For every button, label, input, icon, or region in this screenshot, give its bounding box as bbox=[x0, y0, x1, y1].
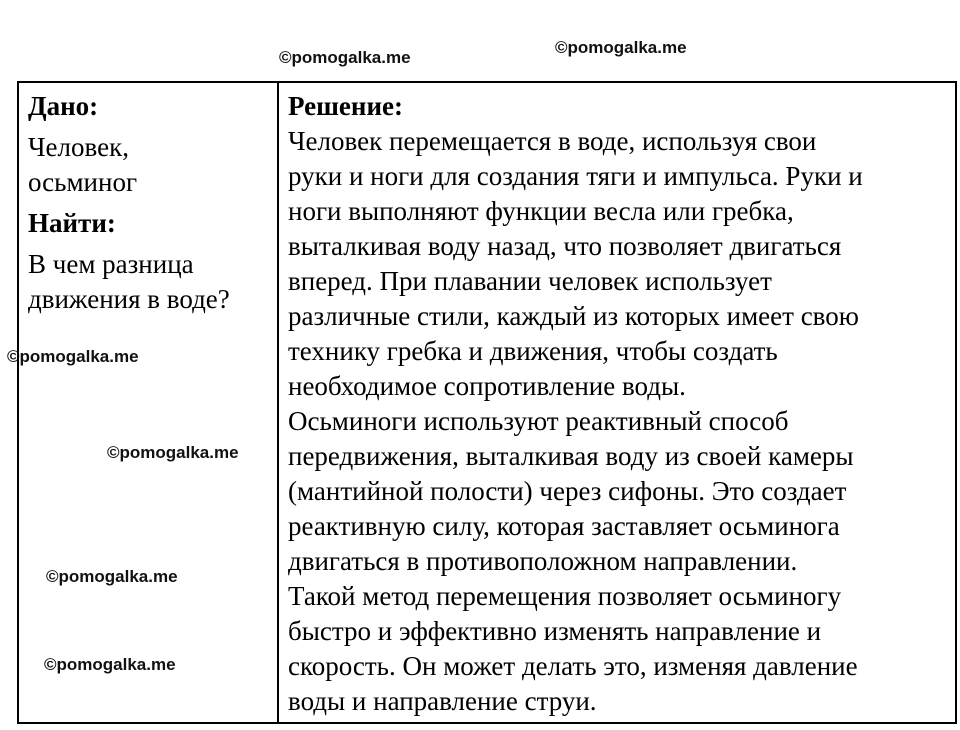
column-divider bbox=[277, 83, 279, 722]
solution-line: (мантийной полости) через сифоны. Это создает bbox=[288, 476, 847, 506]
find-line: В чем разница bbox=[28, 249, 194, 279]
find-content bbox=[28, 247, 272, 317]
solution-line: двигаться в противоположном направлении. bbox=[288, 546, 798, 576]
given-find-column bbox=[28, 89, 272, 317]
given-line: Человек, bbox=[28, 132, 129, 162]
watermark-text: ©pomogalka.me bbox=[44, 655, 176, 674]
solution-body bbox=[288, 124, 952, 719]
given-content bbox=[28, 130, 272, 200]
solution-line: быстро и эффективно изменять направление и bbox=[288, 616, 822, 646]
solution-line: выталкивая воду назад, что позволяет двигаться bbox=[288, 231, 842, 261]
solution-line: Осьминоги используют реактивный способ bbox=[288, 406, 789, 436]
solution-line: руки и ноги для создания тяги и импульса. Руки и bbox=[288, 161, 863, 191]
problem-table bbox=[17, 81, 957, 724]
find-heading: Найти: bbox=[28, 208, 116, 238]
find-line: движения в воде? bbox=[28, 284, 230, 314]
watermark-text: ©pomogalka.me bbox=[555, 38, 687, 57]
solution-line: различные стили, каждый из которых имеет свою bbox=[288, 301, 859, 331]
watermark-text: ©pomogalka.me bbox=[107, 443, 239, 462]
given-heading: Дано: bbox=[28, 91, 99, 121]
solution-line: передвижения, выталкивая воду из своей камеры bbox=[288, 441, 854, 471]
solution-line: Человек перемещается в воде, используя свои bbox=[288, 126, 817, 156]
solution-line: технику гребка и движения, чтобы создать bbox=[288, 336, 778, 366]
solution-line: реактивную силу, которая заставляет осьминога bbox=[288, 511, 840, 541]
solution-line: Такой метод перемещения позволяет осьминогу bbox=[288, 581, 842, 611]
solution-line: необходимое сопротивление воды. bbox=[288, 371, 686, 401]
solution-line: воды и направление струи. bbox=[288, 686, 597, 716]
solution-column bbox=[288, 89, 952, 719]
watermark-text: ©pomogalka.me bbox=[279, 48, 411, 67]
solution-line: ноги выполняют функции весла или гребка, bbox=[288, 196, 794, 226]
solution-line: скорость. Он может делать это, изменяя давление bbox=[288, 651, 858, 681]
solution-heading: Решение: bbox=[288, 91, 403, 121]
given-line: осьминог bbox=[28, 167, 138, 197]
watermark-text: ©pomogalka.me bbox=[46, 567, 178, 586]
solution-line: вперед. При плавании человек использует bbox=[288, 266, 772, 296]
watermark-text: ©pomogalka.me bbox=[7, 347, 139, 366]
